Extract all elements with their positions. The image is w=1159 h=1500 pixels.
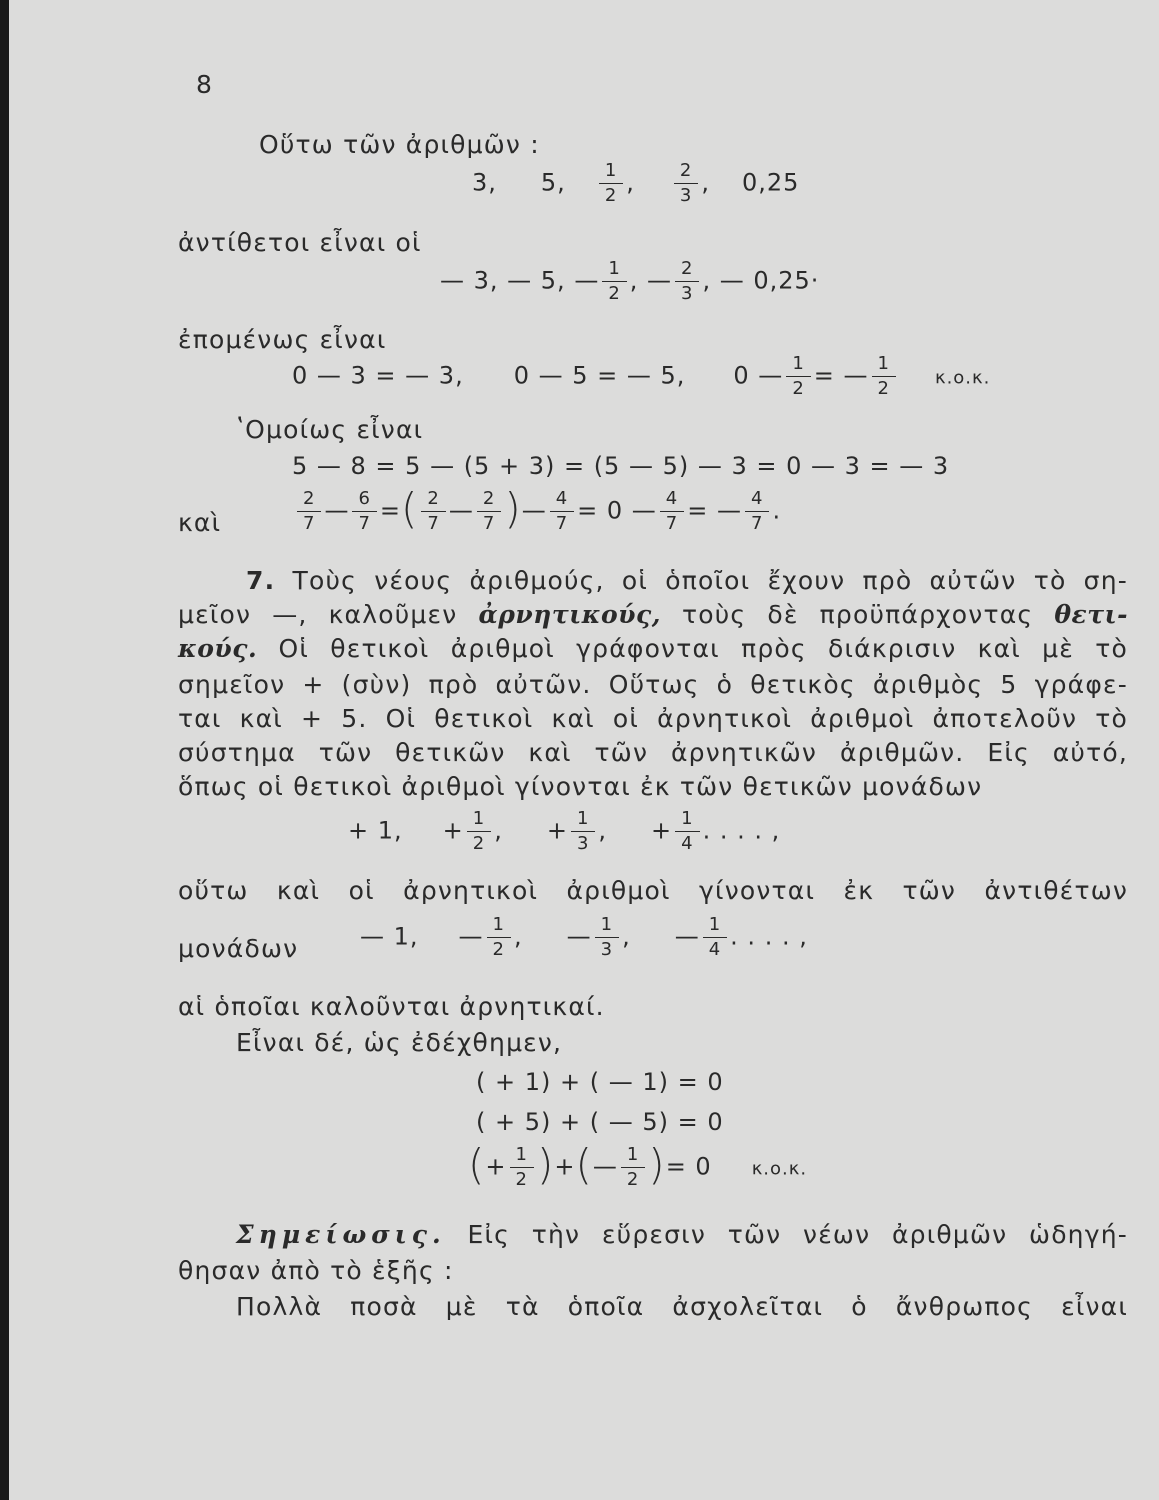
omoios-line: ʽΟμοίως εἶναι bbox=[236, 415, 424, 444]
section7-line7: ὅπως οἱ θετικοὶ ἀριθμοὶ γίνονται ἐκ τῶν θετικῶν μονάδων bbox=[178, 772, 983, 801]
antithetoi-line: ἀντίθετοι εἶναι οἱ bbox=[178, 228, 422, 257]
negative-units-row: — 1, — $\frac{1}{2}$ , — $\frac{1}{3}$ , — $\frac{1}{4}$ . . . . , bbox=[360, 914, 808, 960]
line9: αἱ ὁποῖαι καλοῦνται ἀρνητικαί. bbox=[178, 992, 605, 1021]
positive-units-row: + 1, + $\frac{1}{2}$ , + $\frac{1}{3}$ , + $\frac{1}{4}$ . . . . , bbox=[348, 808, 781, 854]
section7-line3: κούς. Οἱ θετικοὶ ἀριθμοὶ γράφονται πρὸς διάκρισιν καὶ μὲ τὸ bbox=[178, 634, 1128, 663]
section7-line4: σημεῖον + (σὺν) πρὸ αὐτῶν. Οὕτως ὁ θετικὸς ἀριθμὸς 5 γράφε- bbox=[178, 670, 1128, 699]
fraction: $\frac{1}{2}$ bbox=[786, 355, 810, 398]
subtraction-row: 0 — 3 = — 3, 0 — 5 = — 5, 0 — $\frac{1}{2}$ = — $\frac{1}{2}$ κ.ο.κ. bbox=[292, 353, 991, 399]
section7-line1: 7. Τοὺς νέους ἀριθμούς, οἱ ὁποῖοι ἔχουν πρὸ αὐτῶν τὸ ση- bbox=[246, 566, 1128, 595]
line8: οὕτω καὶ οἱ ἀρνητικοὶ ἀριθμοὶ γίνονται ἐκ τῶν ἀντιθέτων bbox=[178, 876, 1128, 905]
kai-label: καὶ bbox=[178, 508, 222, 537]
section7-line5: ται καὶ + 5. Οἱ θετικοὶ καὶ οἱ ἀρνητικοὶ ἀριθμοὶ ἀποτελοῦν τὸ bbox=[178, 704, 1128, 733]
section7-line2: μεῖον —, καλοῦμεν ἀρνητικούς, τοὺς δὲ προϋπάρχοντας θετι- bbox=[178, 600, 1128, 629]
intro-line: Οὕτω τῶν ἀριθμῶν : bbox=[259, 130, 540, 159]
line10: Εἶναι δέ, ὡς ἐδέχθημεν, bbox=[236, 1028, 563, 1057]
num: 5, bbox=[540, 168, 566, 197]
equation-3: (+ $\frac{1}{2}$ )+(— $\frac{1}{2}$ )= 0 κ.ο.κ. bbox=[468, 1139, 808, 1190]
section7-line6: σύστημα τῶν θετικῶν καὶ τῶν ἀρνητικῶν ἀριθμῶν. Εἰς αὐτό, bbox=[178, 738, 1128, 767]
num: 0,25 bbox=[742, 168, 800, 197]
equation-2: ( + 5) + ( — 5) = 0 bbox=[476, 1108, 724, 1136]
last-line: Πολλὰ ποσὰ μὲ τὰ ὁποῖα ἀσχολεῖται ὁ ἄνθρωπος εἶναι bbox=[236, 1292, 1128, 1321]
fraction: $\frac{1}{2}$ bbox=[602, 260, 626, 303]
fraction: $\frac{2}{3}$ bbox=[675, 260, 699, 303]
book-spine-shadow bbox=[0, 0, 9, 1500]
numbers-row: 3, 5, $\frac{1}{2}$ , $\frac{2}{3}$ , 0,25 bbox=[472, 160, 800, 206]
equation-1: ( + 1) + ( — 1) = 0 bbox=[476, 1068, 724, 1096]
equation-row: 5 — 8 = 5 — (5 + 3) = (5 — 5) — 3 = 0 — 3 = — 3 bbox=[292, 452, 950, 480]
fraction: $\frac{1}{2}$ bbox=[872, 355, 896, 398]
note-line2: θησαν ἀπὸ τὸ ἑξῆς : bbox=[178, 1256, 454, 1285]
note-line1: Σημείωσις. Εἰς τὴν εὕρεσιν τῶν νέων ἀριθμῶν ὡδηγή- bbox=[236, 1220, 1128, 1249]
fraction-equation-row: $\frac{2}{7}$ — $\frac{6}{7}$ =( $\frac{2}{7}$ — $\frac{2}{7}$ )— $\frac{4}{7}$ = 0 — $\frac{4}{7}$ = — $\frac{4}{7}$ . bbox=[294, 490, 781, 533]
epomenos-line: ἐπομένως εἶναι bbox=[178, 325, 387, 354]
fraction: $\frac{2}{3}$ bbox=[674, 162, 698, 205]
num: 3, bbox=[472, 168, 497, 197]
monadon-label: μονάδων bbox=[178, 934, 299, 963]
opposites-row: — 3, — 5, — $\frac{1}{2}$ , — $\frac{2}{3}$ , — 0,25· bbox=[440, 258, 820, 304]
fraction: $\frac{1}{2}$ bbox=[599, 162, 623, 205]
page-number: 8 bbox=[196, 70, 214, 99]
